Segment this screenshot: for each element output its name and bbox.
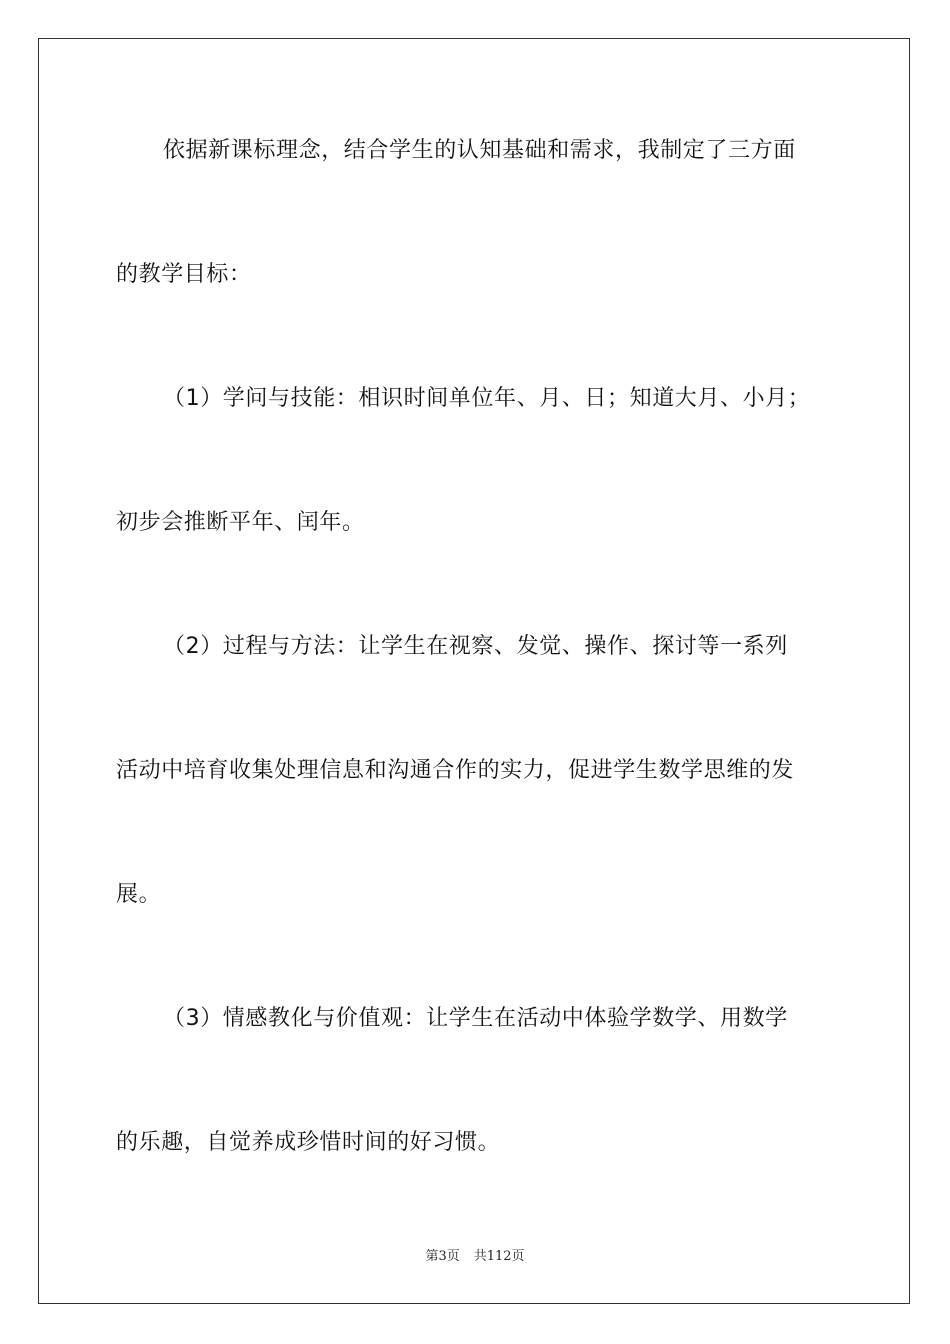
paragraph-line: 活动中培育收集处理信息和沟通合作的实力，促进学生数学思维的发 (116, 758, 795, 783)
paragraph-line: 依据新课标理念，结合学生的认知基础和需求，我制定了三方面 (163, 138, 796, 163)
paragraph-line: （1）学问与技能：相识时间单位年、月、日；知道大月、小月； (163, 386, 811, 411)
paragraph-line: 展。 (116, 882, 162, 907)
page-footer (0, 1245, 950, 1264)
paragraph-line: （3）情感教化与价值观：让学生在活动中体验学数学、用数学 (163, 1006, 788, 1031)
page-total: 共112页 (473, 1249, 525, 1264)
paragraph-line: （2）过程与方法：让学生在视察、发觉、操作、探讨等一系列 (163, 634, 788, 659)
paragraph-line: 初步会推断平年、闰年。 (116, 510, 365, 535)
page-number: 第3页 (425, 1249, 460, 1264)
paragraph-line: 的乐趣，自觉养成珍惜时间的好习惯。 (116, 1130, 501, 1155)
paragraph-line: 的教学目标： (116, 262, 252, 287)
page-border (38, 38, 910, 1304)
